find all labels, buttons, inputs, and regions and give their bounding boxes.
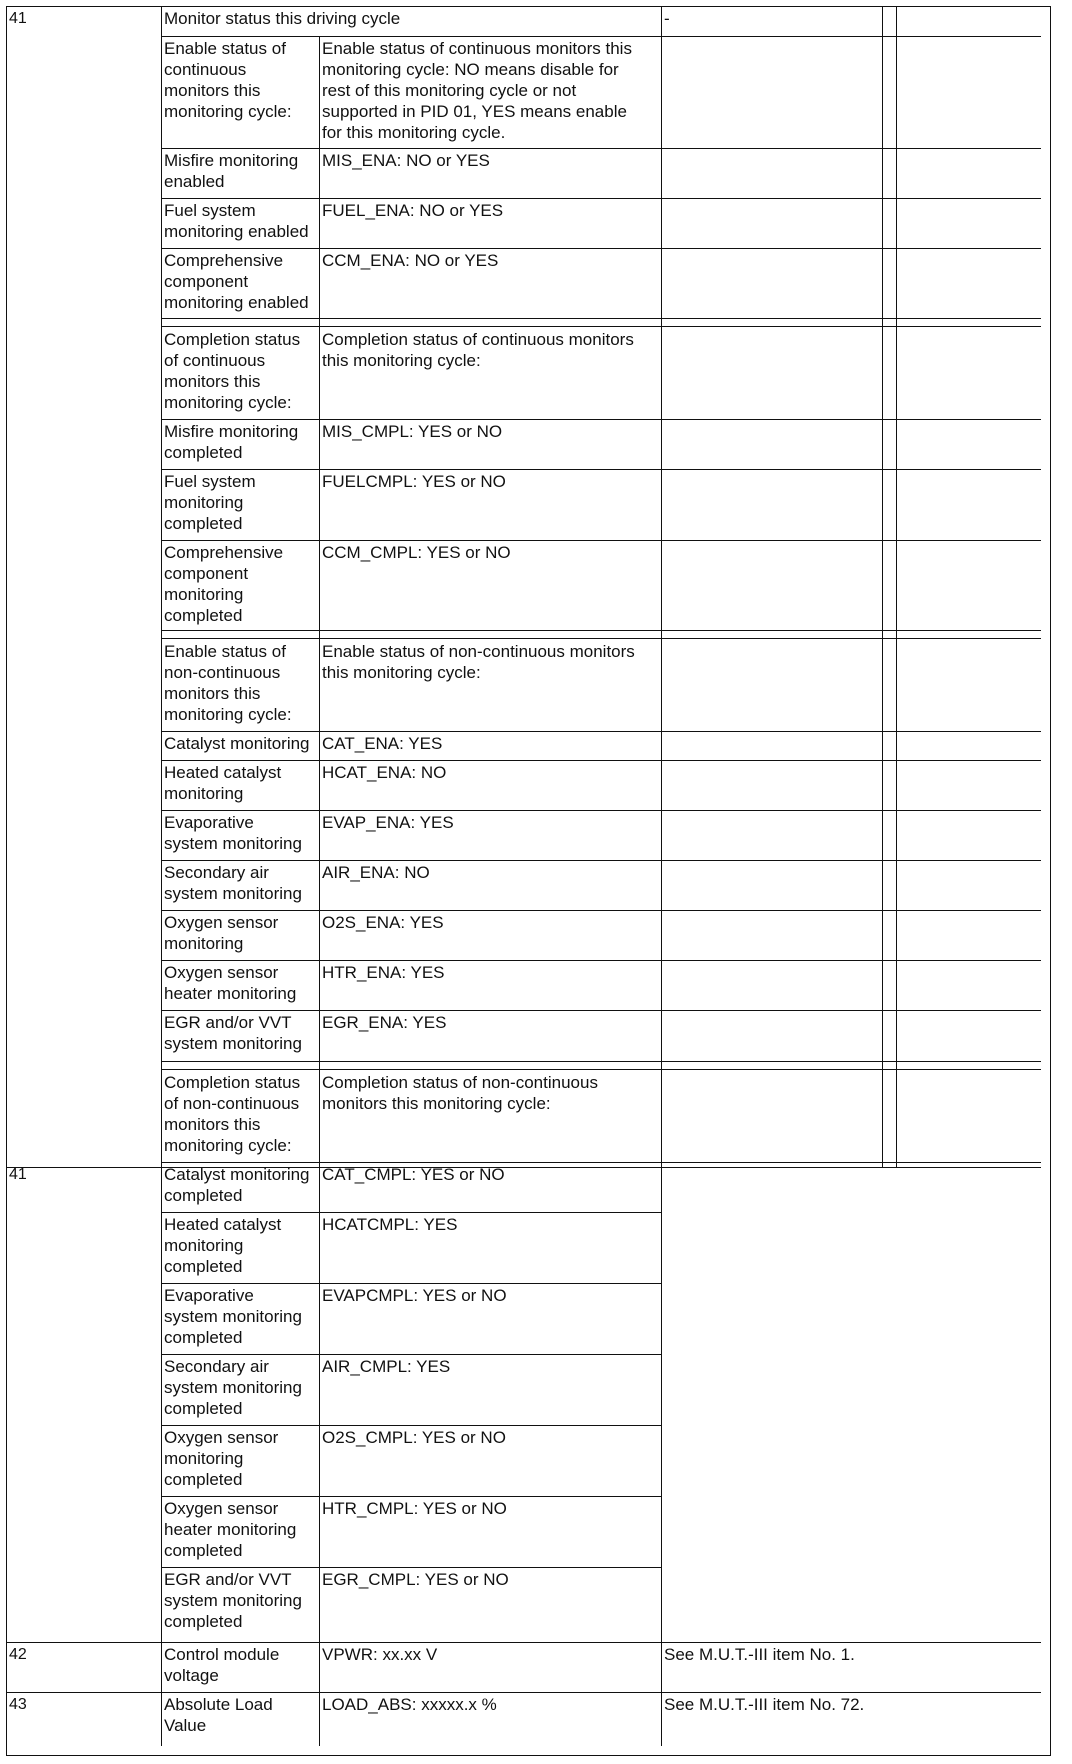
row-description: Enable status of non-continuous monitors this monitoring cycle: (322, 642, 635, 682)
row-description: O2S_CMPL: YES or NO (322, 1428, 506, 1447)
row-header-label: Monitor status this driving cycle (164, 9, 401, 28)
row-name: Misfire monitoring enabled (164, 151, 299, 191)
row-description: CCM_ENA: NO or YES (322, 251, 499, 270)
row-divider-double (161, 326, 1041, 327)
row-divider (161, 1010, 1041, 1011)
row-name: EGR and/or VVT system monitoring completed (164, 1570, 302, 1631)
row-name: Comprehensive component monitoring enabled (164, 251, 309, 312)
row-description: AIR_CMPL: YES (322, 1357, 451, 1376)
row-description: EVAP_ENA: YES (322, 813, 454, 832)
row-divider (161, 198, 1041, 199)
col-divider (319, 1642, 320, 1696)
row-description: AIR_ENA: NO (322, 863, 430, 882)
row-description: EVAPCMPL: YES or NO (322, 1286, 507, 1305)
col-divider (161, 6, 162, 1167)
row-description: Enable status of continuous monitors this monitoring cycle: NO means disable for rest of this monitoring cycle or not supported in PID 01, YES means enable for this monitoring cycle. (322, 39, 632, 142)
row-description: Completion status of continuous monitors this monitoring cycle: (322, 330, 634, 370)
col-divider (319, 1692, 320, 1746)
row-name: Oxygen sensor monitoring completed (164, 1428, 279, 1489)
row-description: CAT_CMPL: YES or NO (322, 1165, 505, 1184)
row-description: Completion status of non-continuous monitors this monitoring cycle: (322, 1073, 598, 1113)
col-divider (319, 1162, 320, 1642)
row-name: Oxygen sensor heater monitoring (164, 963, 297, 1003)
row-description: EGR_CMPL: YES or NO (322, 1570, 509, 1589)
row-divider (161, 630, 1041, 631)
row-name: Heated catalyst monitoring completed (164, 1215, 282, 1276)
row-name: EGR and/or VVT system monitoring (164, 1013, 302, 1053)
row-reference: See M.U.T.-III item No. 1. (664, 1645, 855, 1664)
row-description: VPWR: xx.xx V (322, 1645, 438, 1664)
col-divider (161, 1162, 162, 1642)
pid-cell: 42 (9, 1646, 27, 1663)
row-divider-double (161, 1069, 1041, 1070)
col-divider (661, 1642, 662, 1696)
row-description: EGR_ENA: YES (322, 1013, 447, 1032)
col-divider (661, 6, 662, 1167)
row-name: Comprehensive component monitoring completed (164, 543, 284, 625)
row-divider (161, 318, 1041, 319)
row-divider (161, 860, 1041, 861)
col-divider (661, 1162, 662, 1642)
row-name: Secondary air system monitoring completed (164, 1357, 302, 1418)
row-description: CAT_ENA: YES (322, 734, 443, 753)
row-name: Control module voltage (164, 1645, 280, 1685)
row-description: O2S_ENA: YES (322, 913, 444, 932)
row-name: Evaporative system monitoring (164, 813, 302, 853)
row-name: Oxygen sensor monitoring (164, 913, 279, 953)
row-name: Oxygen sensor heater monitoring completed (164, 1499, 297, 1560)
row-name: Catalyst monitoring (164, 734, 310, 753)
row-divider (161, 148, 1041, 149)
row-name: Completion status of continuous monitors this monitoring cycle: (164, 330, 301, 412)
row-description: HTR_ENA: YES (322, 963, 445, 982)
row-divider (161, 540, 1041, 541)
row-name: Enable status of continuous monitors this monitoring cycle: (164, 39, 292, 121)
row-divider (161, 760, 1041, 761)
row-description: LOAD_ABS: xxxxx.x % (322, 1695, 497, 1714)
pid-cell: 43 (9, 1696, 27, 1713)
col-divider (661, 1692, 662, 1746)
row-reference: See M.U.T.-III item No. 72. (664, 1695, 865, 1714)
col-divider (882, 6, 883, 1167)
row-description: CCM_CMPL: YES or NO (322, 543, 511, 562)
row-name: Heated catalyst monitoring (164, 763, 282, 803)
row-description: MIS_CMPL: YES or NO (322, 422, 503, 441)
col-divider (319, 36, 320, 1167)
row-divider (161, 36, 1041, 37)
row-name: Fuel system monitoring completed (164, 472, 256, 533)
pid-cell: 41 (9, 10, 27, 27)
row-divider (161, 419, 1041, 420)
row-divider (161, 731, 1041, 732)
row-description: HCAT_ENA: NO (322, 763, 447, 782)
row-description: HTR_CMPL: YES or NO (322, 1499, 507, 1518)
row-name: Evaporative system monitoring completed (164, 1286, 302, 1347)
data-table (6, 6, 1051, 1756)
row-description: HCATCMPL: YES (322, 1215, 458, 1234)
col-divider (161, 1692, 162, 1746)
row-divider (161, 910, 1041, 911)
row-description: MIS_ENA: NO or YES (322, 151, 490, 170)
row-divider (161, 469, 1041, 470)
row-divider-double (161, 638, 1041, 639)
row-divider (161, 1061, 1041, 1062)
pid-cell: 41 (9, 1166, 27, 1183)
row-description: FUEL_ENA: NO or YES (322, 201, 504, 220)
row-name: Absolute Load Value (164, 1695, 273, 1735)
row-name: Completion status of non-continuous monitors this monitoring cycle: (164, 1073, 301, 1155)
row-divider (161, 960, 1041, 961)
col-divider (161, 1642, 162, 1696)
row-name: Fuel system monitoring enabled (164, 201, 309, 241)
col-divider (896, 6, 897, 1167)
row-divider (161, 810, 1041, 811)
row-divider (161, 248, 1041, 249)
row-name: Enable status of non-continuous monitors this monitoring cycle: (164, 642, 292, 724)
row-description: FUELCMPL: YES or NO (322, 472, 506, 491)
row-header-value: - (664, 9, 670, 28)
row-name: Secondary air system monitoring (164, 863, 302, 903)
row-name: Catalyst monitoring completed (164, 1165, 310, 1205)
row-name: Misfire monitoring completed (164, 422, 299, 462)
